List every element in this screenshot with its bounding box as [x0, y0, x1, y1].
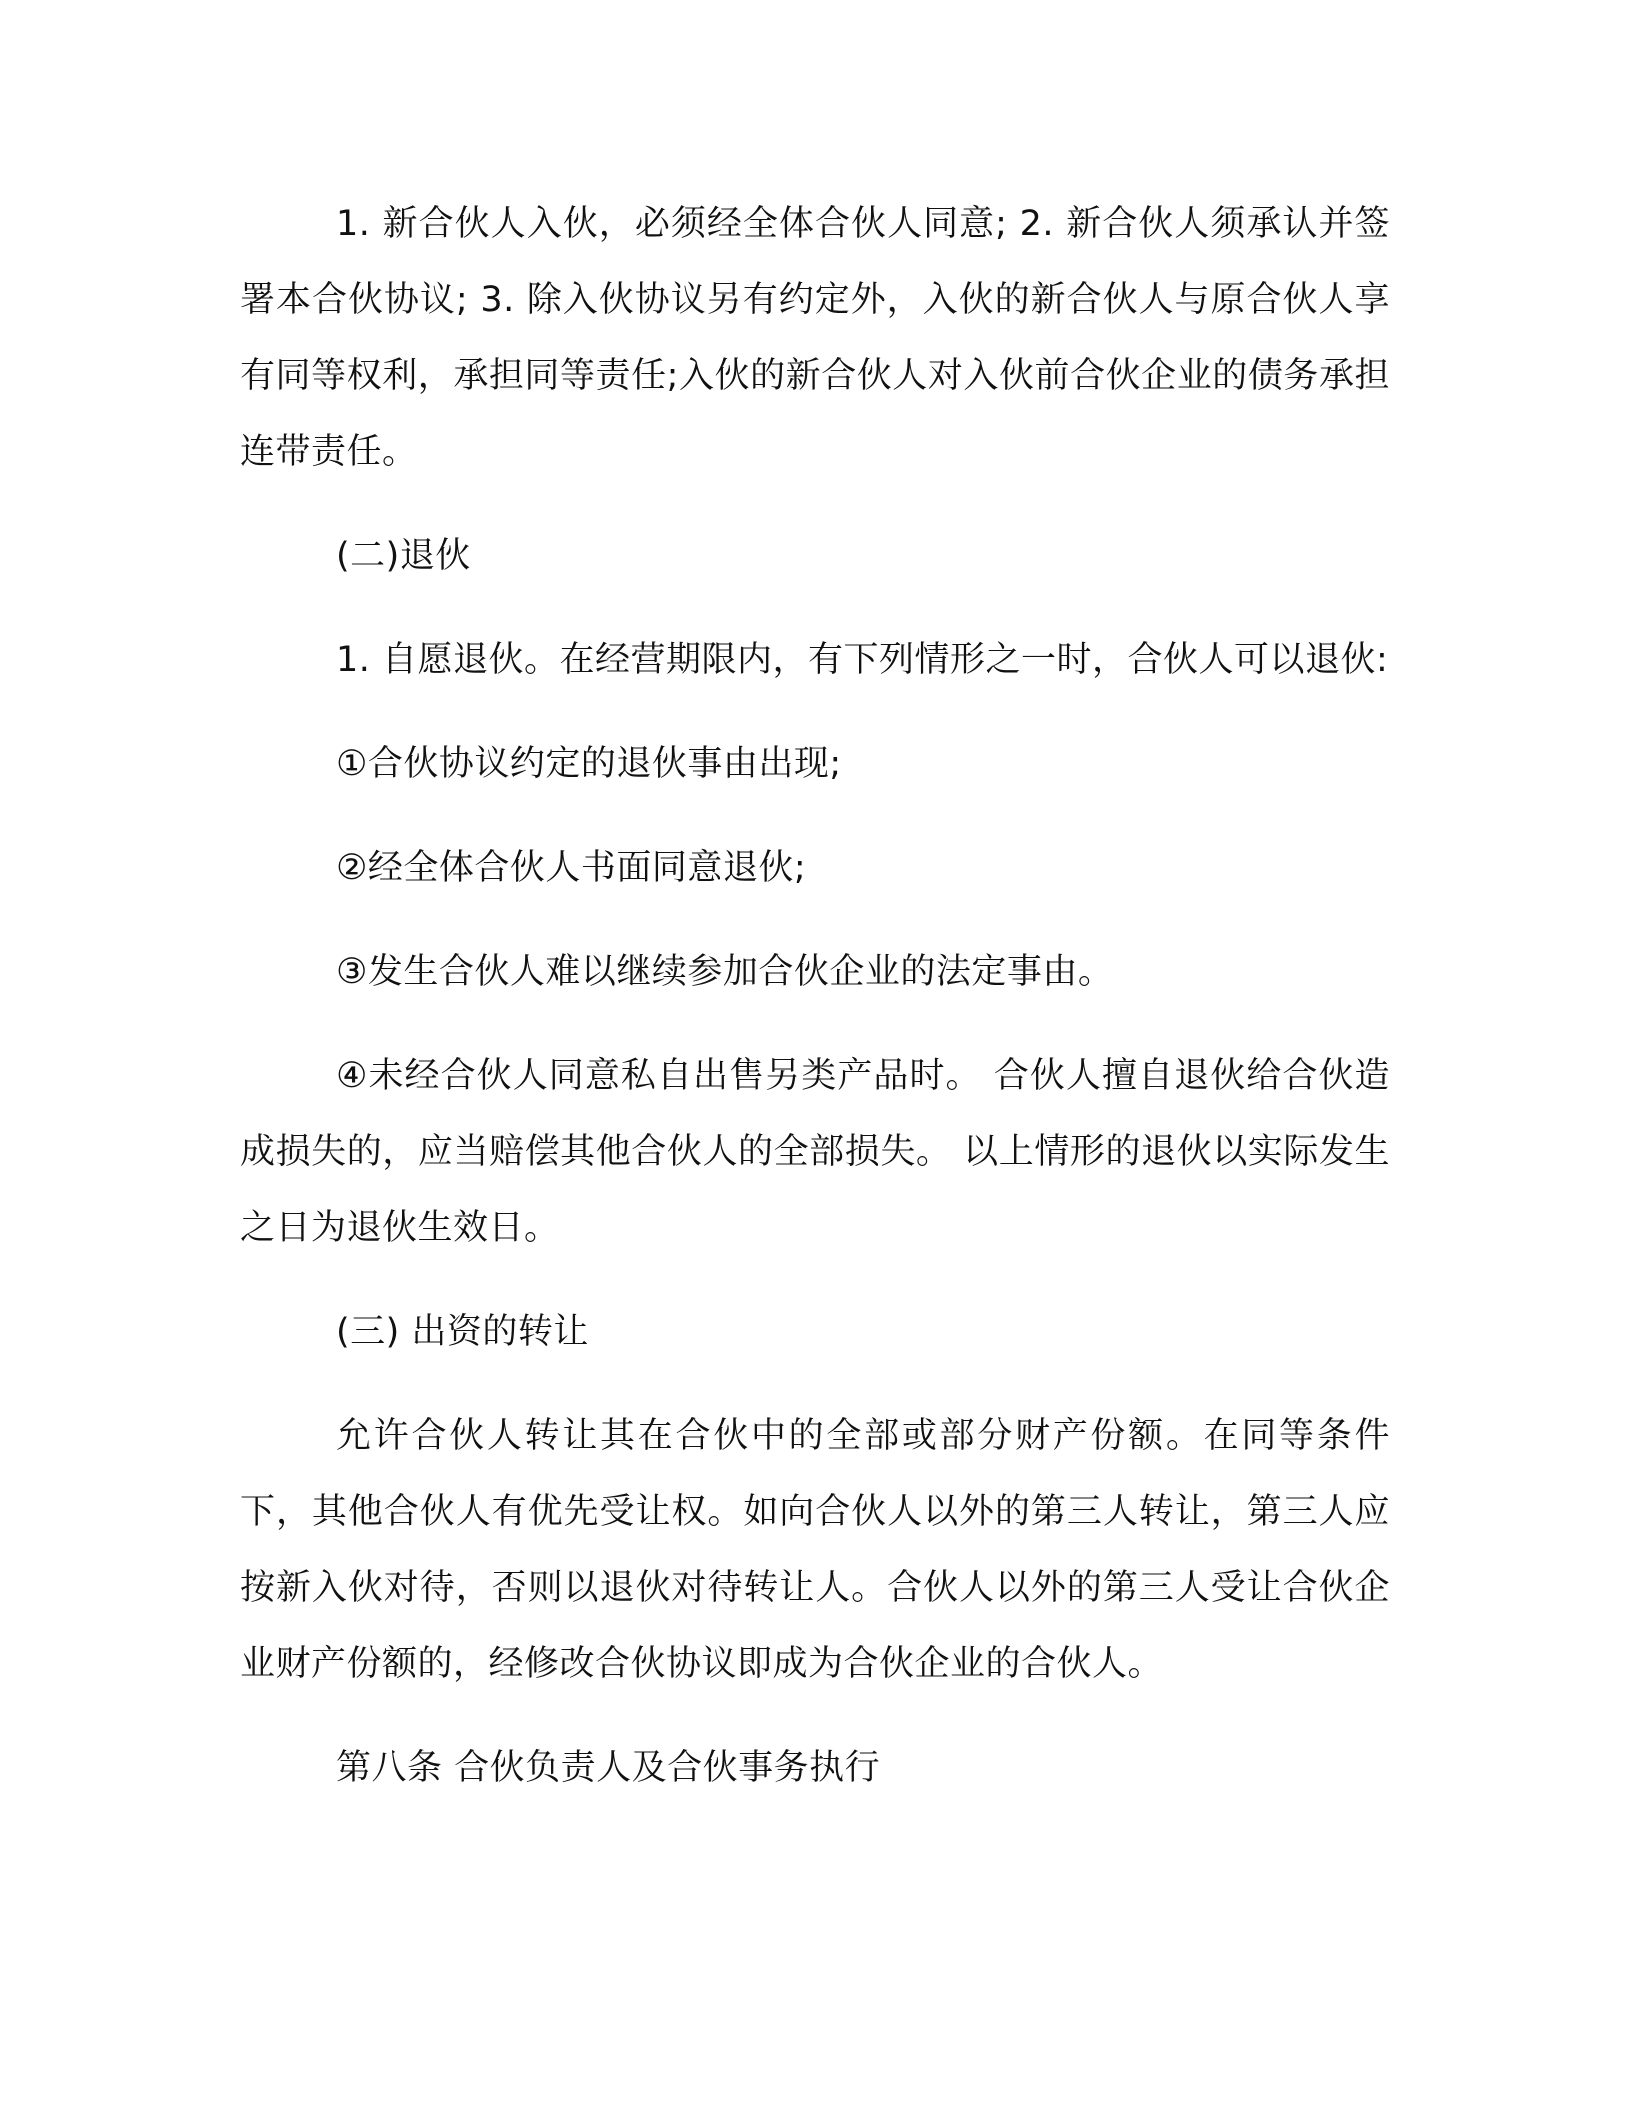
list-item-withdrawal-4: ④未经合伙人同意私自出售另类产品时。 合伙人擅自退伙给合伙造成损失的，应当赔偿其他合伙人的全部损失。 以上情形的退伙以实际发生之日为退伙生效日。 [240, 1056, 1390, 1248]
paragraph-voluntary-withdrawal: 1. 自愿退伙。在经营期限内，有下列情形之一时，合伙人可以退伙: [336, 640, 1389, 680]
section-heading-withdrawal: (二)退伙 [336, 536, 471, 576]
paragraph-capital-transfer: 允许合伙人转让其在合伙中的全部或部分财产份额。在同等条件下，其他合伙人有优先受让权。如向合伙人以外的第三人转让，第三人应按新入伙对待，否则以退伙对待转让人。合伙人以外的第三人受让合伙企业财产份额的，经修改合伙协议即成为合伙企业的合伙人。 [240, 1416, 1390, 1684]
list-item-withdrawal-2: ②经全体合伙人书面同意退伙; [336, 848, 807, 888]
section-heading-capital-transfer: (三) 出资的转让 [336, 1312, 589, 1352]
article-heading-8: 第八条 合伙负责人及合伙事务执行 [336, 1748, 881, 1788]
document-body [240, 186, 1390, 1834]
list-item-withdrawal-1: ①合伙协议约定的退伙事由出现; [336, 744, 842, 784]
paragraph-admission-rules: 1. 新合伙人入伙，必须经全体合伙人同意; 2. 新合伙人须承认并签署本合伙协议; 3. 除入伙协议另有约定外，入伙的新合伙人与原合伙人享有同等权利，承担同等责任;入伙的新合伙人对入伙前合伙企业的债务承担连带责任。 [240, 204, 1390, 472]
list-item-withdrawal-3: ③发生合伙人难以继续参加合伙企业的法定事由。 [336, 952, 1114, 992]
